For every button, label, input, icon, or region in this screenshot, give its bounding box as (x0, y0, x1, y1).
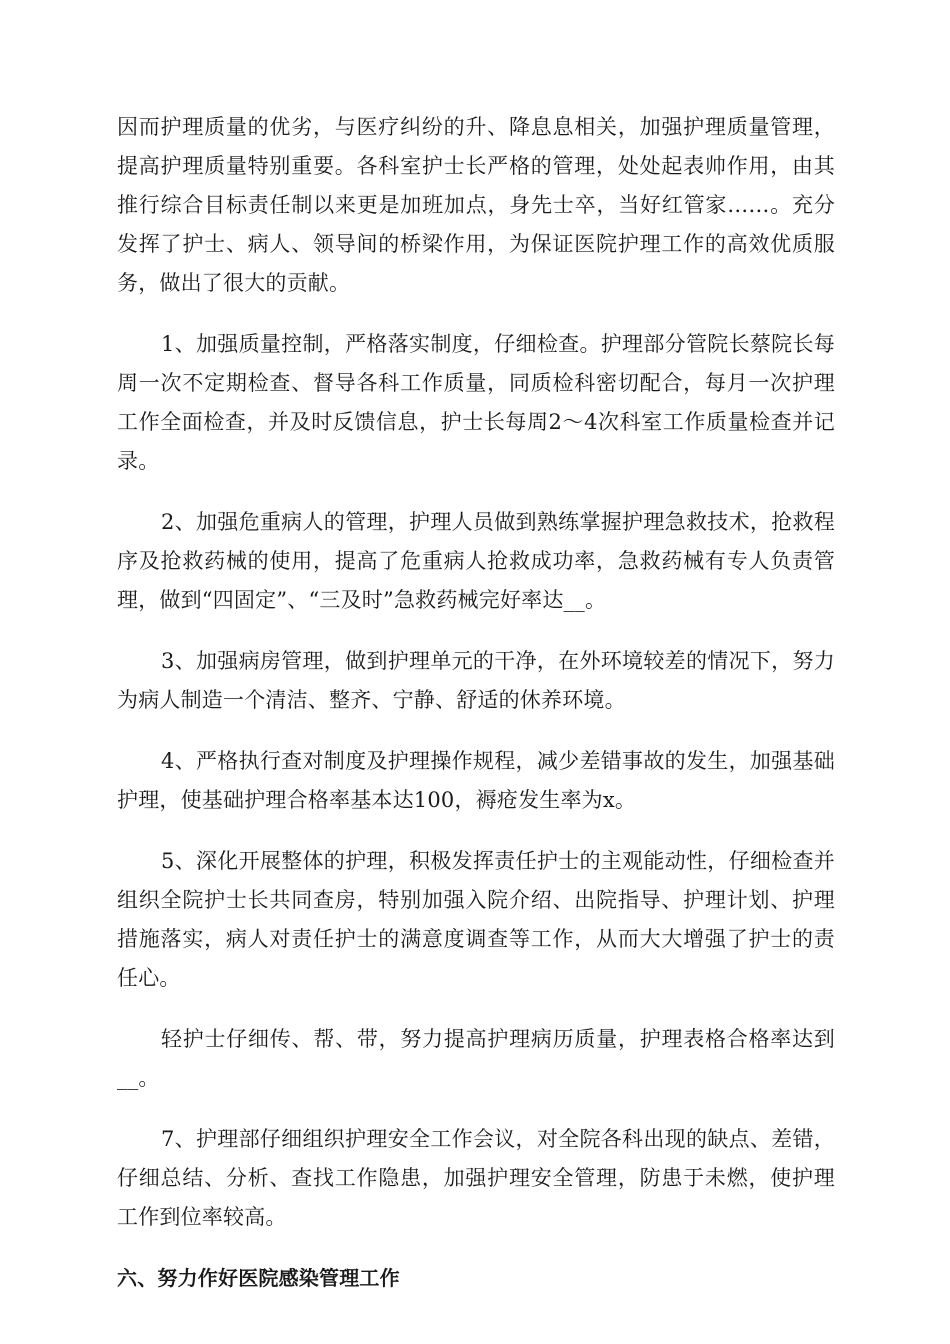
paragraph-4: 3、加强病房管理，做到护理单元的干净，在外环境较差的情况下，努力为病人制造一个清洁、整齐、宁静、舒适的休养环境。 (117, 649, 835, 712)
paragraph-2: 1、加强质量控制，严格落实制度，仔细检查。护理部分管院长蔡院长每周一次不定期检查、督导各科工作质量，同质检科密切配合，每月一次护理工作全面检查，并及时反馈信息，护士长每周2～4次科室工作质量检查并记录。 (117, 332, 835, 473)
paragraph-3: 2、加强危重病人的管理，护理人员做到熟练掌握护理急救技术，抢救程序及抢救药械的使用，提高了危重病人抢救成功率，急救药械有专人负责管理，做到“四固定”、“三及时”急救药械完好率达__。 (117, 510, 835, 612)
document-body (117, 108, 835, 1298)
paragraph-8: 7、护理部仔细组织护理安全工作会议，对全院各科出现的缺点、差错，仔细总结、分析、查找工作隐患，加强护理安全管理，防患于未燃，使护理工作到位率较高。 (117, 1127, 835, 1229)
paragraph-6: 5、深化开展整体的护理，积极发挥责任护士的主观能动性，仔细检查并组织全院护士长共同查房，特别加强入院介绍、出院指导、护理计划、护理措施落实，病人对责任护士的满意度调查等工作，从而大大增强了护士的责任心。 (117, 849, 835, 990)
paragraph-5: 4、严格执行查对制度及护理操作规程，减少差错事故的发生，加强基础护理，使基础护理合格率基本达100，褥疮发生率为x。 (117, 749, 835, 812)
paragraph-7: 轻护士仔细传、帮、带，努力提高护理病历质量，护理表格合格率达到__。 (117, 1027, 835, 1090)
paragraph-1: 因而护理质量的优劣，与医疗纠纷的升、降息息相关，加强护理质量管理，提高护理质量特别重要。各科室护士长严格的管理，处处起表帅作用，由其推行综合目标责任制以来更是加班加点，身先士卒，当好红管家……。充分发挥了护士、病人、领导间的桥梁作用，为保证医院护理工作的高效优质服务，做出了很大的贡献。 (117, 115, 835, 295)
section-heading: 六、努力作好医院感染管理工作 (117, 1266, 400, 1290)
